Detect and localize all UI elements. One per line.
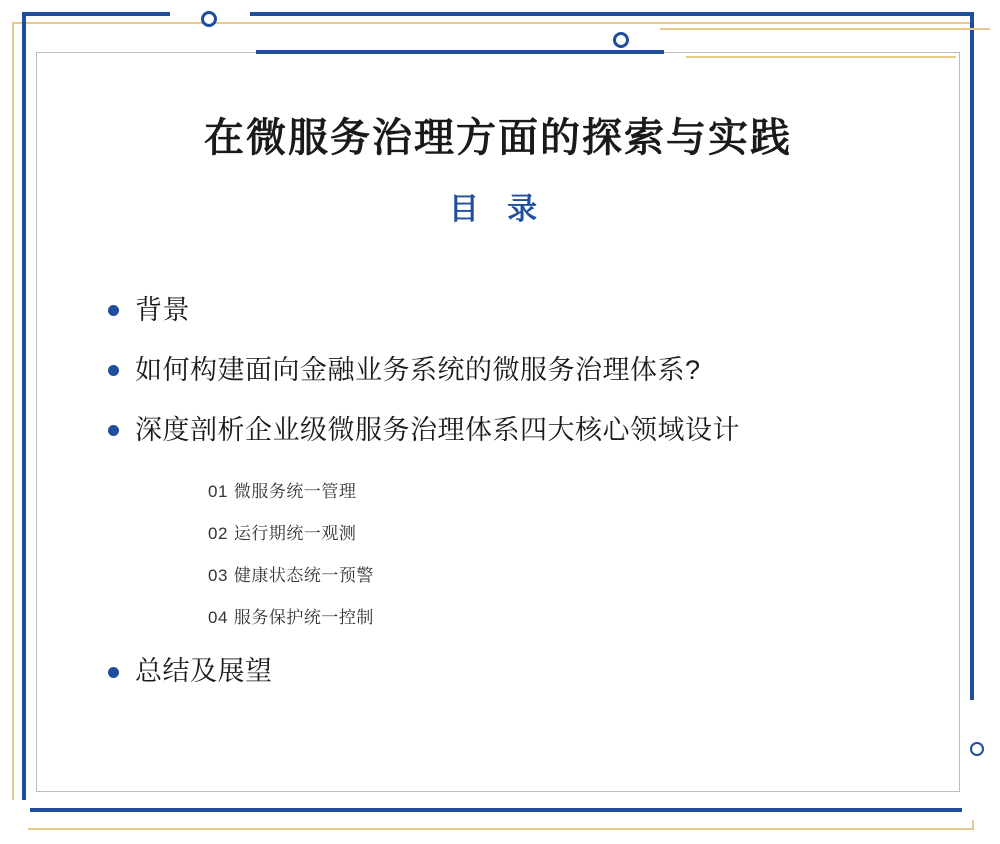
bullet-dot-icon [108, 667, 119, 678]
toc-item-label: 如何构建面向金融业务系统的微服务治理体系? [135, 354, 701, 385]
bullet-dot-icon [108, 425, 119, 436]
toc-sub-item-number: 04 [208, 608, 228, 628]
toc-item-four-core-domains [108, 414, 960, 448]
toc-sub-item-number: 03 [208, 566, 228, 586]
gold-accent-line-bottom [28, 828, 928, 830]
toc-sub-list [108, 473, 960, 655]
bullet-dot-icon [108, 365, 119, 376]
gold-accent-line-top [660, 28, 990, 30]
page-title: 在微服务治理方面的探索与实践 [204, 116, 792, 160]
toc-sub-item-number: 02 [208, 524, 228, 544]
circle-marker-top-left-icon [201, 11, 217, 27]
toc-sub-item [208, 561, 960, 586]
toc-sub-item [208, 477, 960, 502]
slide-content [36, 52, 960, 792]
toc-item-label: 总结及展望 [135, 656, 273, 687]
toc-sub-item-label: 微服务统一管理 [233, 482, 357, 502]
toc-sub-item-number: 01 [208, 482, 228, 502]
circle-marker-right-icon [970, 742, 984, 756]
toc-sub-item [208, 603, 960, 628]
toc-item-label: 深度剖析企业级微服务治理体系四大核心领域设计 [135, 414, 740, 445]
frame-gap-right [962, 700, 986, 820]
bullet-dot-icon [108, 305, 119, 316]
toc-item-how-to-build [108, 354, 960, 388]
toc-sub-item-label: 服务保护统一控制 [233, 608, 374, 628]
circle-marker-top-middle-icon [613, 32, 629, 48]
toc-item-label: 背景 [135, 295, 190, 325]
frame-gap-bottom-left [4, 800, 30, 844]
page-subtitle: 目 录 [448, 193, 548, 226]
toc-item-summary-outlook [108, 655, 960, 689]
table-of-contents [36, 228, 960, 689]
toc-item-background [108, 294, 960, 328]
toc-sub-item-label: 健康状态统一预警 [233, 566, 374, 586]
toc-sub-item [208, 519, 960, 544]
toc-sub-item-label: 运行期统一观测 [233, 524, 357, 544]
